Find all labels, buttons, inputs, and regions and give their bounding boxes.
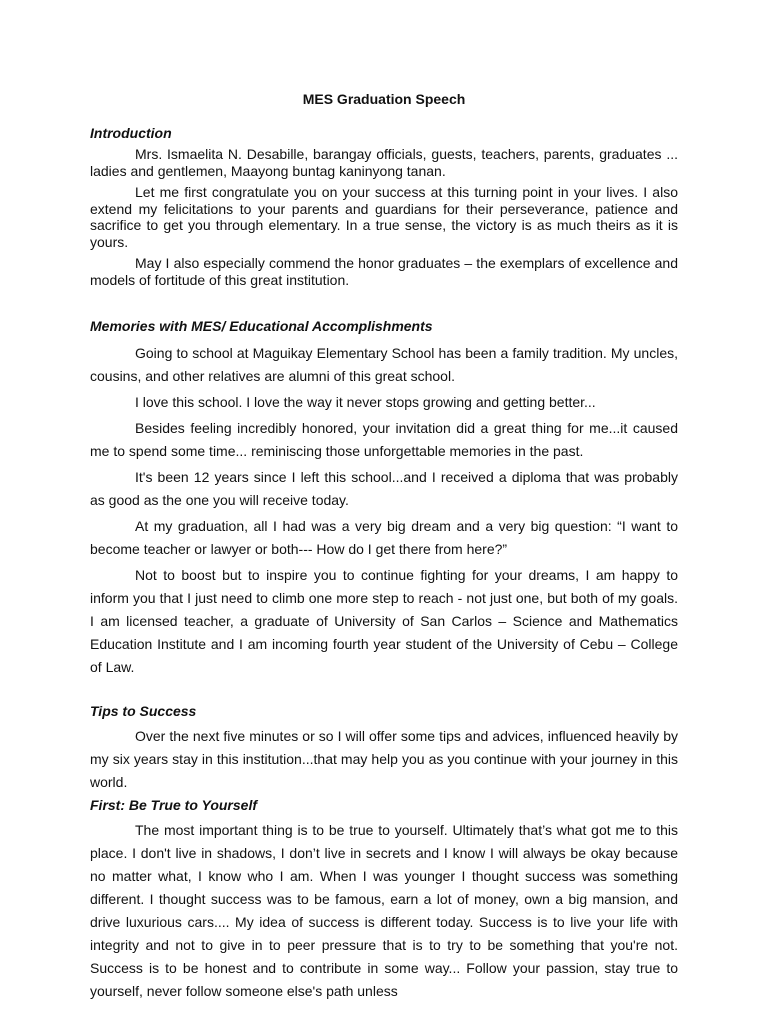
section-heading-introduction: Introduction <box>90 125 172 141</box>
paragraph: It's been 12 years since I left this school...and I received a diploma that was probably as good as the one you will receive today. <box>90 469 678 508</box>
section-introduction <box>90 125 678 288</box>
paragraph: Let me first congratulate you on your success at this turning point in your lives. I also extend my felicitations to your parents and guardians for their perseverance, patience and sacrifice to get you through elementary. In a true sense, the victory is as much theirs as it is yours. <box>90 184 678 250</box>
paragraph: Over the next five minutes or so I will offer some tips and advices, influenced heavily by my six years stay in this institution...that may help you as you continue with your journey in this world. <box>90 728 678 790</box>
paragraph: Mrs. Ismaelita N. Desabille, barangay officials, guests, teachers, parents, graduates ... ladies and gentlemen, Maayong buntag kaninyong tanan. <box>90 146 678 179</box>
section-memories <box>90 318 678 679</box>
section-tips <box>90 703 678 794</box>
section-heading-first: First: Be True to Yourself <box>90 797 257 813</box>
paragraph: The most important thing is to be true to yourself. Ultimately that’s what got me to this place. I don't live in shadows, I don’t live in secrets and I know I will always be okay because no matter what, I know who I am. When I was younger I thought success was something different. I thought success was to be famous, earn a lot of money, own a big mansion, and drive luxurious cars.... My idea of success is different today. Success is to live your life with integrity and not to give in to peer pressure that is to try to be something that you're not. Success is to be honest and to contribute in some way... Follow your passion, stay true to yourself, never follow someone else's path unless <box>90 822 678 999</box>
paragraph: Besides feeling incredibly honored, your invitation did a great thing for me...it caused me to spend some time... reminiscing those unforgettable memories in the past. <box>90 420 678 459</box>
paragraph: May I also especially commend the honor graduates – the exemplars of excellence and models of fortitude of this great institution. <box>90 255 678 288</box>
section-first <box>90 797 678 1003</box>
paragraph: At my graduation, all I had was a very big dream and a very big question: “I want to become teacher or lawyer or both--- How do I get there from here?” <box>90 518 678 557</box>
document-body <box>90 90 678 1006</box>
section-heading-tips: Tips to Success <box>90 703 197 719</box>
document-title: MES Graduation Speech <box>302 91 466 107</box>
paragraph: Going to school at Maguikay Elementary School has been a family tradition. My uncles, cousins, and other relatives are alumni of this great school. <box>90 345 678 384</box>
paragraph: Not to boost but to inspire you to continue fighting for your dreams, I am happy to inform you that I just need to climb one more step to reach - not just one, but both of my goals. I am licensed teacher, a graduate of University of San Carlos – Science and Mathematics Education Institute and I am incoming fourth year student of the University of Cebu – College of Law. <box>90 567 678 675</box>
paragraph: I love this school. I love the way it never stops growing and getting better... <box>135 394 596 410</box>
section-heading-memories: Memories with MES/ Educational Accomplishments <box>90 318 433 334</box>
